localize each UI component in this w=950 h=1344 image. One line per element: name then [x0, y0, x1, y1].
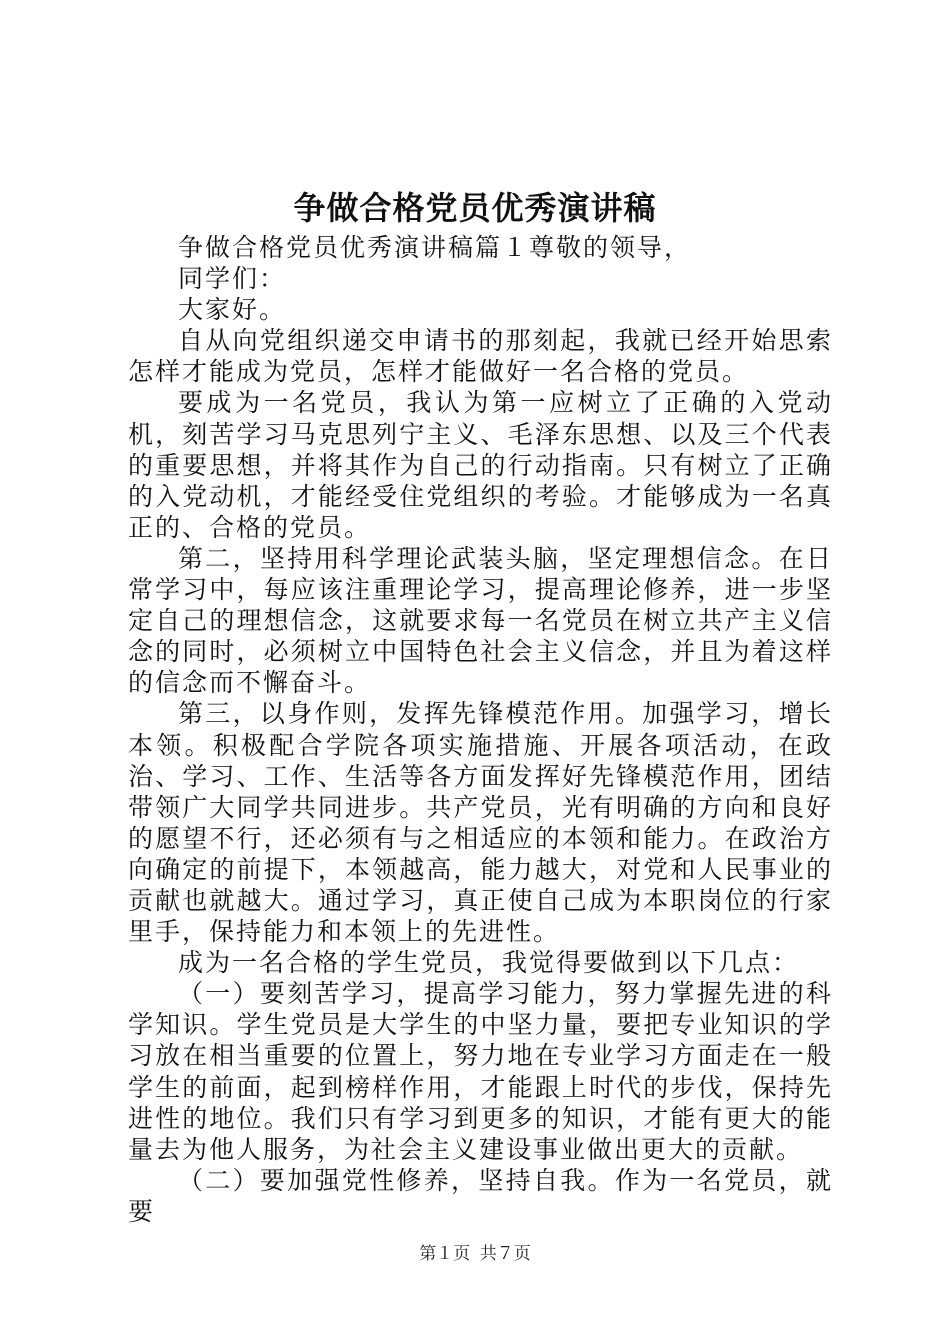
paragraph-salutation: 争做合格党员优秀演讲稿篇１尊敬的领导，	[178, 233, 692, 262]
paragraph-audience: 同学们：	[178, 264, 287, 294]
paragraph-points-lead: 成为一名合格的学生党员，我觉得要做到以下几点：	[178, 948, 800, 978]
paragraph-second: 第二，坚持用科学理论武装头脑，坚定理想信念。在日常学习中，每应该注重理论学习，提高理论修养，进一步坚定自己的理想信念，这就要求每一名党员在树立共产主义信念的同时，必须树立中国特色社会主义信念，并且为着这样的信念而不懈奋斗。	[128, 543, 833, 698]
paragraph-greeting: 大家好。	[178, 295, 287, 325]
page-number: 第１页	[419, 1244, 471, 1264]
paragraph-motive: 要成为一名党员，我认为第一应树立了正确的入党动机，刻苦学习马克思列宁主义、毛泽东思想、以及三个代表的重要思想，并将其作为自己的行动指南。只有树立了正确的入党动机，才能经受住党组织的考验。才能够成为一名真正的、合格的党员。	[128, 388, 833, 542]
paragraph-intro: 自从向党组织递交申请书的那刻起，我就已经开始思索怎样才能成为党员，怎样才能做好一名合格的党员。	[128, 326, 833, 387]
document-body	[128, 232, 833, 1227]
page-total: 共７页	[479, 1244, 531, 1264]
paragraph-point-two: （二）要加强党性修养，坚持自我。作为一名党员，就要	[128, 1165, 833, 1226]
paragraph-third: 第三，以身作则，发挥先锋模范作用。加强学习，增长本领。积极配合学院各项实施措施、开展各项活动，在政治、学习、工作、生活等各方面发挥好先锋模范作用，团结带领广大同学共同进步。共产党员，光有明确的方向和良好的愿望不行，还必须有与之相适应的本领和能力。在政治方向确定的前提下，本领越高，能力越大，对党和人民事业的贡献也就越大。通过学习，真正使自己成为本职岗位的行家里手，保持能力和本领上的先进性。	[128, 699, 833, 947]
page-footer	[0, 1242, 950, 1266]
document-title: 争做合格党员优秀演讲稿	[293, 189, 657, 227]
paragraph-point-one: （一）要刻苦学习，提高学习能力，努力掌握先进的科学知识。学生党员是大学生的中坚力量，要把专业知识的学习放在相当重要的位置上，努力地在专业学习方面走在一般学生的前面，起到榜样作用，才能跟上时代的步伐，保持先进性的地位。我们只有学习到更多的知识，才能有更大的能量去为他人服务，为社会主义建设事业做出更大的贡献。	[128, 979, 833, 1164]
